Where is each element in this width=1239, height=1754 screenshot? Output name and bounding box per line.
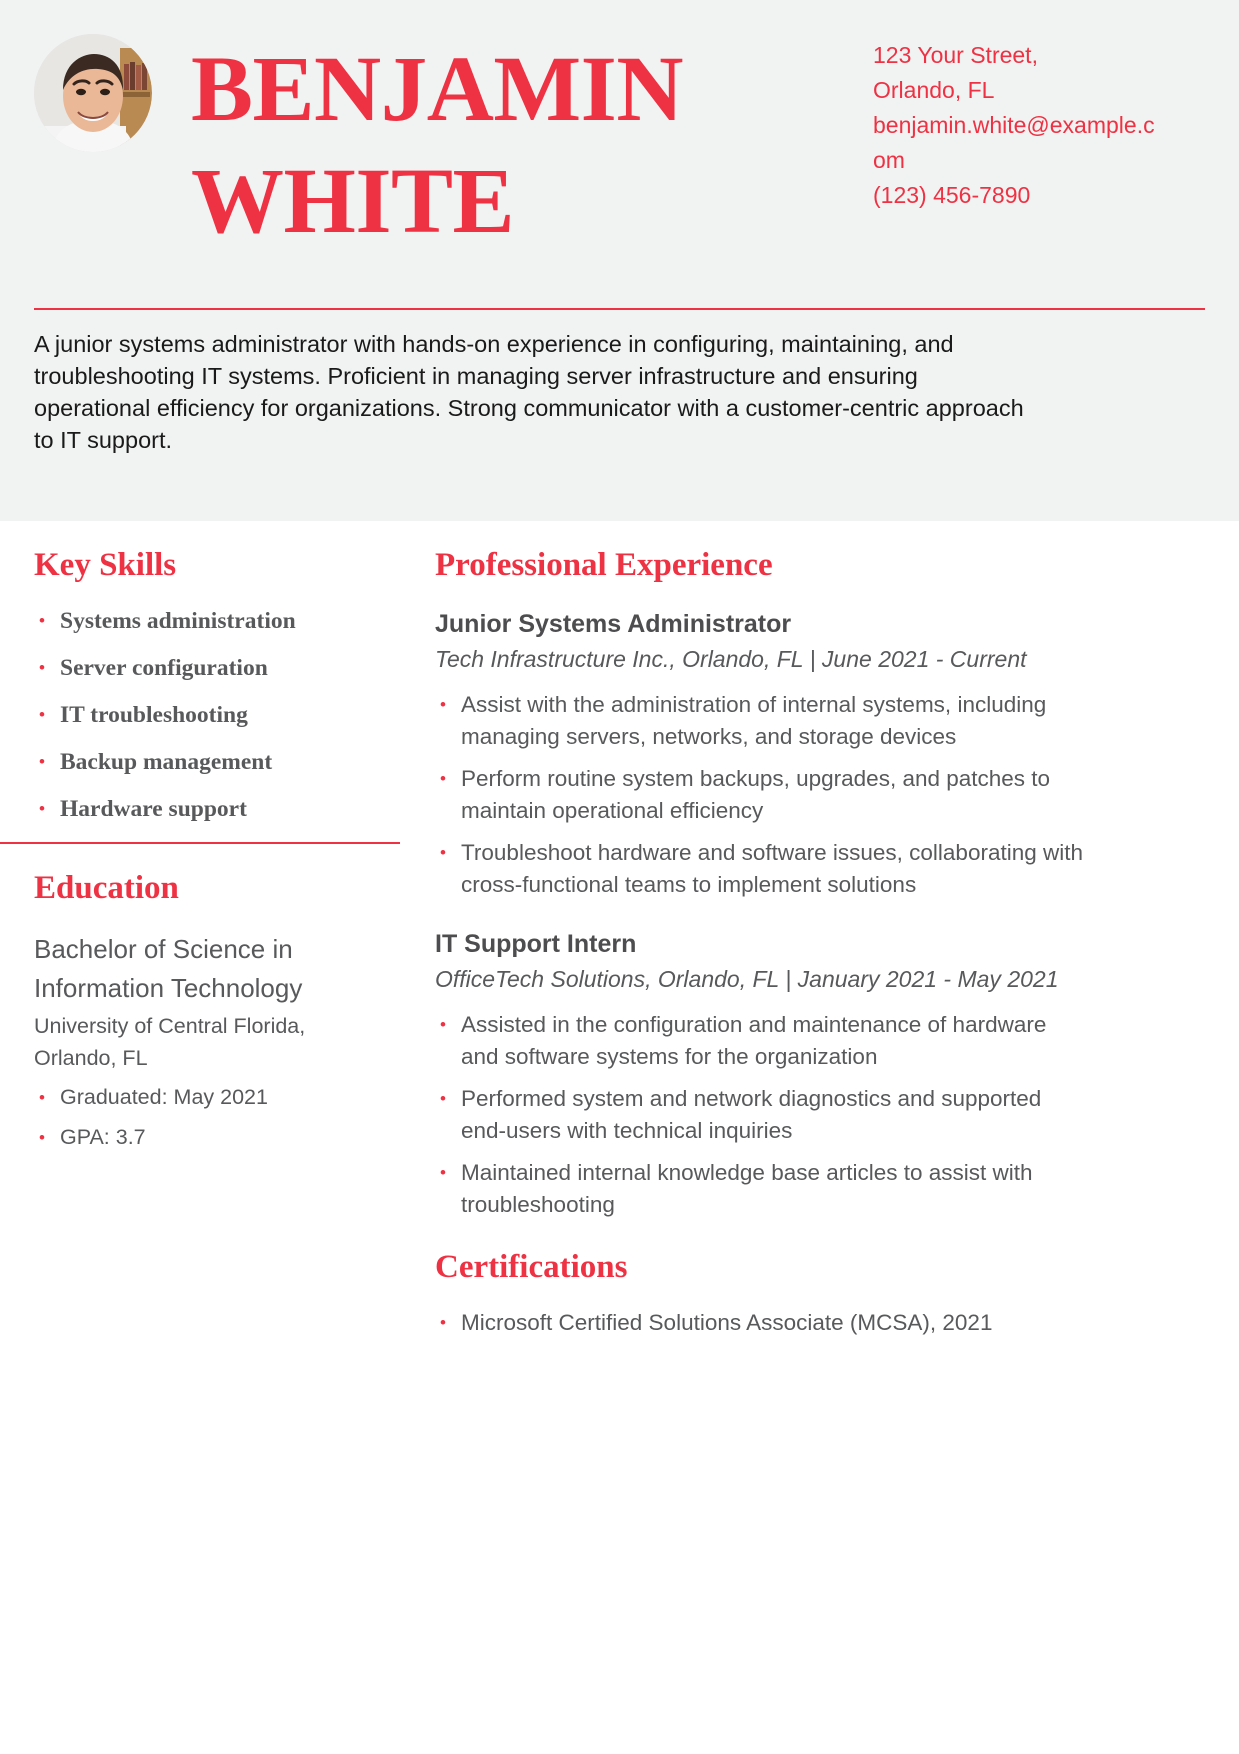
resume-body: [0, 521, 1239, 1339]
bullet-icon: •: [39, 1128, 45, 1147]
resume-header: [0, 0, 1239, 521]
skill-label: Systems administration: [60, 608, 296, 634]
experience-entry: [435, 607, 1089, 901]
experience-entry: [435, 927, 1089, 1221]
bullet-icon: •: [440, 1089, 446, 1108]
education-detail: Graduated: May 2021: [60, 1085, 268, 1109]
job-bullet-text: Assist with the administration of internal systems, including managing servers, networks, and storage devices: [461, 692, 1047, 749]
list-item: [435, 1307, 1089, 1339]
education-detail: GPA: 3.7: [60, 1125, 146, 1149]
bullet-icon: •: [440, 843, 446, 862]
skill-label: Hardware support: [60, 796, 247, 822]
job-bullet-text: Assisted in the configuration and maintenance of hardware and software systems for the organization: [461, 1012, 1047, 1069]
list-item: [34, 1082, 366, 1113]
list-item: [34, 795, 366, 823]
skill-label: Backup management: [60, 749, 273, 775]
bullet-icon: •: [39, 705, 45, 724]
contact-email[interactable]: benjamin.white@example.com: [873, 112, 1155, 173]
job-bullets: [435, 1009, 1089, 1221]
list-item: [435, 689, 1089, 753]
job-bullets: [435, 689, 1089, 901]
bullet-icon: •: [39, 611, 45, 630]
bullet-icon: •: [440, 1313, 446, 1332]
header-divider: [34, 308, 1205, 310]
list-item: [34, 1122, 366, 1153]
job-title: IT Support Intern: [435, 930, 637, 958]
bullet-icon: •: [39, 799, 45, 818]
list-item: [435, 1157, 1089, 1221]
bullet-icon: •: [39, 752, 45, 771]
summary-text: A junior systems administrator with hands-on experience in configuring, maintaining, and troubleshooting IT systems. Proficient in managing server infrastructure and ensuring operational efficiency for organizations. Strong communicator with a customer-centric approach to IT support.: [34, 331, 1024, 453]
job-meta: OfficeTech Solutions, Orlando, FL | January 2021 - May 2021: [435, 966, 1059, 992]
left-column-divider: [0, 842, 400, 844]
list-item: [34, 701, 366, 729]
name-block: [191, 34, 891, 258]
experience-heading: Professional Experience: [435, 547, 773, 583]
certifications-list: [435, 1307, 1089, 1339]
education-details-list: [34, 1082, 366, 1153]
key-skills-list: [34, 607, 366, 823]
skill-label: Server configuration: [60, 655, 268, 681]
bullet-icon: •: [440, 1015, 446, 1034]
bullet-icon: •: [39, 658, 45, 677]
skill-label: IT troubleshooting: [60, 702, 248, 728]
job-bullet-text: Troubleshoot hardware and software issues, collaborating with cross-functional teams to implement solutions: [461, 840, 1084, 897]
job-bullet-text: Maintained internal knowledge base articles to assist with troubleshooting: [461, 1160, 1033, 1217]
list-item: [435, 837, 1089, 901]
job-title: Junior Systems Administrator: [435, 610, 792, 638]
right-column: [400, 521, 1239, 1339]
certification-text: Microsoft Certified Solutions Associate (MCSA), 2021: [461, 1310, 993, 1335]
job-bullet-text: Perform routine system backups, upgrades, and patches to maintain operational efficiency: [461, 766, 1051, 823]
contact-block: [873, 38, 1165, 213]
list-item: [34, 748, 366, 776]
last-name: WHITE: [191, 150, 515, 253]
first-name: BENJAMIN: [191, 38, 684, 141]
left-column: [0, 521, 400, 1339]
list-item: [435, 763, 1089, 827]
list-item: [34, 607, 366, 635]
contact-street: 123 Your Street,: [873, 42, 1038, 68]
bullet-icon: •: [440, 769, 446, 788]
contact-phone[interactable]: (123) 456-7890: [873, 182, 1031, 208]
profile-photo-icon: [34, 34, 152, 152]
list-item: [435, 1009, 1089, 1073]
job-meta: Tech Infrastructure Inc., Orlando, FL | June 2021 - Current: [435, 646, 1027, 672]
bullet-icon: •: [39, 1088, 45, 1107]
key-skills-heading: Key Skills: [34, 547, 177, 583]
list-item: [435, 1083, 1089, 1147]
education-school: University of Central Florida, Orlando, FL: [34, 1014, 306, 1070]
bullet-icon: •: [440, 695, 446, 714]
avatar: [34, 34, 152, 152]
contact-city: Orlando, FL: [873, 77, 995, 103]
job-bullet-text: Performed system and network diagnostics and supported end-users with technical inquiries: [461, 1086, 1042, 1143]
education-heading: Education: [34, 870, 179, 906]
list-item: [34, 654, 366, 682]
education-degree: Bachelor of Science in Information Technology: [34, 934, 303, 1003]
bullet-icon: •: [440, 1163, 446, 1182]
certifications-heading: Certifications: [435, 1249, 628, 1285]
